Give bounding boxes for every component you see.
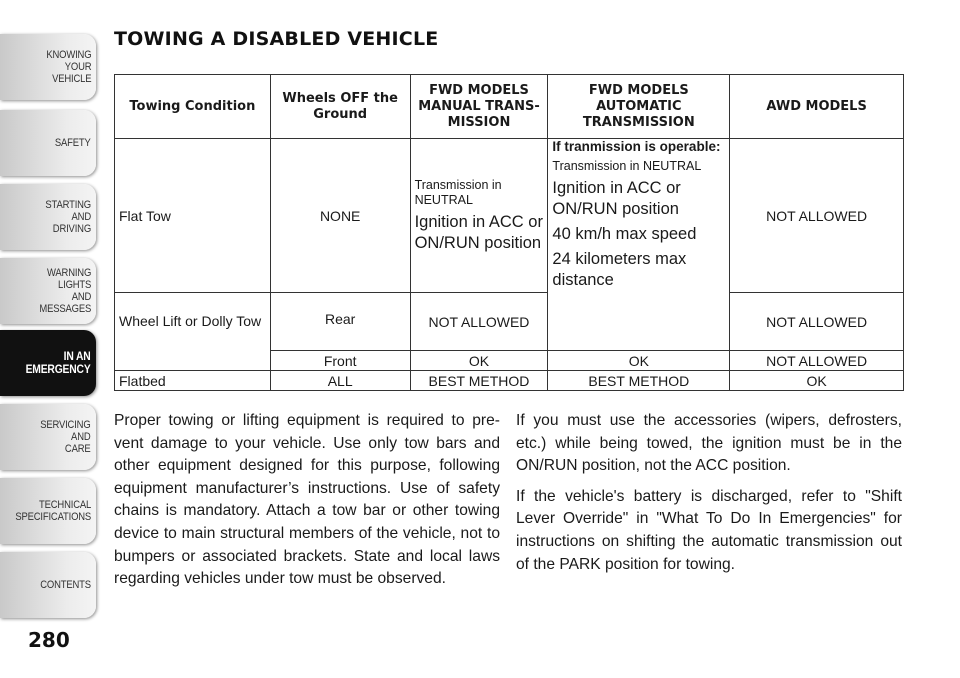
tab-label: WARNING LIGHTS AND MESSAGES	[39, 267, 91, 315]
cell-rear-manual: NOT ALLOWED	[410, 293, 548, 351]
tab-safety[interactable]	[0, 110, 96, 176]
cell-front-awd: NOT ALLOWED	[730, 351, 904, 371]
auto-speed-note: 40 km/h max speed	[552, 225, 697, 243]
towing-table	[114, 74, 904, 391]
equipment-paragraph: Proper towing or lifting equipment is required to pre-vent damage to your vehicle. Use only tow bars and other equipment designed for this purpose, following equipment manufacturer’s instructions. Use of safety chains is mandatory. Attach a tow bar or other towing device to main structural members of the vehicle, not to bumpers or associated brackets. State and local laws regarding vehicles under tow must be observed.	[114, 412, 500, 588]
tab-contents[interactable]	[0, 552, 96, 618]
tab-label: CONTENTS	[40, 579, 91, 591]
table-header-row	[115, 75, 904, 139]
cell-flatbed-wheels: ALL	[270, 371, 410, 391]
header-wheels-off: Wheels OFF the Ground	[270, 75, 410, 139]
cell-flatbed-auto: BEST METHOD	[548, 371, 730, 391]
battery-paragraph: If the vehicle's battery is discharged, refer to "Shift Lever Override" in "What To Do In Emergencies" for instructions on shifting the automatic transmission out of the PARK position for towing.	[516, 487, 902, 573]
cell-flat-tow-manual	[410, 139, 548, 293]
header-fwd-automatic: FWD MODELS AUTOMATIC TRANSMISSION	[548, 75, 730, 139]
header-towing-condition: Towing Condition	[115, 75, 271, 139]
cell-flatbed-manual: BEST METHOD	[410, 371, 548, 391]
tab-label: SAFETY	[55, 137, 91, 149]
page-title: TOWING A DISABLED VEHICLE	[114, 28, 439, 50]
right-column	[516, 410, 902, 584]
cell-front-auto: OK	[548, 351, 730, 371]
manual-transmission-note: Transmission in NEUTRAL	[414, 177, 502, 207]
tab-servicing-and-care[interactable]	[0, 404, 96, 470]
cell-rear-wheels: Rear	[270, 293, 410, 351]
tab-label: SERVICING AND CARE	[40, 419, 91, 455]
header-fwd-manual: FWD MODELS MANUAL TRANS-MISSION	[410, 75, 548, 139]
table-row-flat-tow	[115, 139, 904, 293]
tab-technical-specifications[interactable]	[0, 478, 96, 544]
auto-distance-note: 24 kilometers max distance	[552, 250, 687, 289]
cell-flatbed: Flatbed	[115, 371, 271, 391]
cell-rear-awd: NOT ALLOWED	[730, 293, 904, 351]
tab-in-an-emergency[interactable]	[0, 330, 96, 396]
tab-knowing-your-vehicle[interactable]	[0, 34, 96, 100]
cell-flatbed-awd: OK	[730, 371, 904, 391]
cell-flat-tow-awd: NOT ALLOWED	[730, 139, 904, 293]
auto-ignition-note: Ignition in ACC or ON/RUN position	[552, 179, 681, 218]
auto-transmission-note: Transmission in NEUTRAL	[552, 159, 702, 173]
header-awd: AWD MODELS	[730, 75, 904, 139]
table-row-flatbed	[115, 371, 904, 391]
auto-condition-note: If tranmission is operable:	[552, 139, 721, 154]
tab-warning-lights-and-messages[interactable]	[0, 258, 96, 324]
tab-label: TECHNICAL SPECIFICATIONS	[15, 499, 91, 523]
page-number: 280	[28, 628, 70, 652]
cell-flat-tow: Flat Tow	[115, 139, 271, 293]
cell-wheel-lift: Wheel Lift or Dolly Tow	[115, 293, 271, 371]
accessories-paragraph: If you must use the accessories (wipers, defrosters, etc.) while being towed, the ignition must be in the ON/RUN position, not the ACC position.	[516, 412, 902, 475]
cell-automatic-merged	[548, 139, 730, 351]
table-row-wheel-lift-rear	[115, 293, 904, 351]
tab-label: STARTING AND DRIVING	[45, 199, 91, 235]
manual-ignition-note: Ignition in ACC or ON/RUN position	[414, 212, 543, 252]
cell-front-wheels: Front	[270, 351, 410, 371]
cell-front-manual: OK	[410, 351, 548, 371]
left-column	[114, 410, 500, 599]
cell-flat-tow-wheels: NONE	[270, 139, 410, 293]
tab-label: KNOWING YOUR VEHICLE	[45, 49, 91, 85]
tab-label: IN AN EMERGENCY	[26, 349, 91, 376]
tab-starting-and-driving[interactable]	[0, 184, 96, 250]
